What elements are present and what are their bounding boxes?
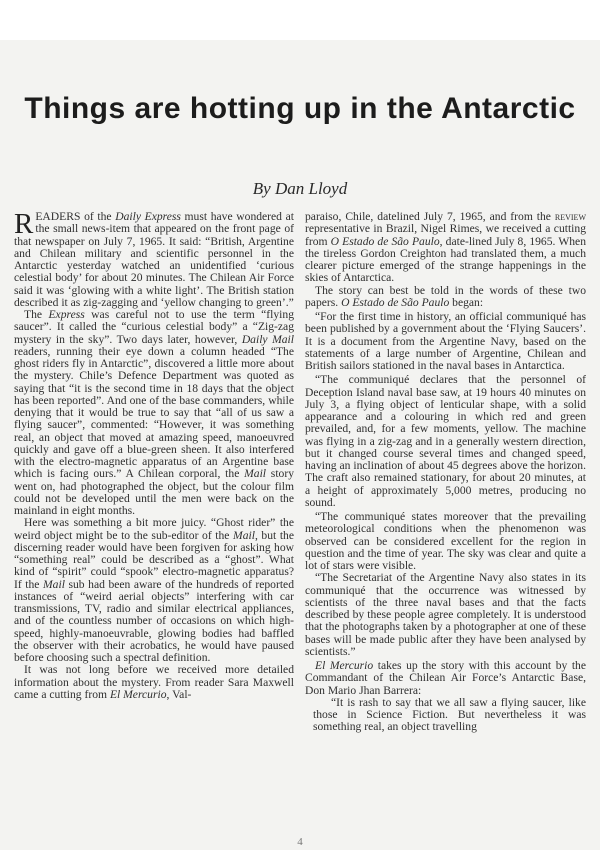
text: sub had been aware of the hundreds of reported instances of “weird aerial objects” interfering with car transmissions, TV, radio and similar electrical appliances, and of the countless number of occasions on which high-speed, highly-manoeuvrable, glowing bodies had baffled the observer with their acrobatics, he would have paused before choosing such a spectral definition. bbox=[14, 577, 294, 664]
publication-name: Mail bbox=[233, 528, 255, 542]
magazine-page bbox=[0, 40, 600, 850]
text: , Val- bbox=[166, 687, 192, 701]
paragraph bbox=[14, 664, 294, 701]
text: EADERS of the bbox=[35, 210, 116, 223]
text: story went on, had photographed the object, but the colour film could not be developed until the men were back on the mainland in eight months. bbox=[14, 467, 294, 517]
text: , date-lined July 8, 1965. When the tireless Gordon Creighton had translated them, a much clearer picture emerged of the strange happenings in the skies of Antarctica. bbox=[305, 234, 586, 285]
article-title: Things are hotting up in the Antarctic bbox=[24, 92, 576, 125]
paragraph bbox=[305, 211, 586, 285]
paragraph bbox=[14, 309, 294, 517]
text: must have wondered at the small news-item that appeared on the front page of that newspaper on July 7, 1965. It said: “British, Argentine and Chilean military and scientific personnel in the Antarctic yesterday watched an unidentified ‘curious celestial body’ for about 20 minutes. The Chilean Air Force said it was ‘glowing with a white light’. The British station described it as zig-zagging and ‘yellow changing to green’.” bbox=[14, 210, 294, 309]
block-quote: “It is rash to say that we all saw a flying saucer, like those in Science Fiction. But nevertheless it was something real, an object travelling bbox=[313, 695, 586, 734]
text: takes up the story with this account by the Commandant of the Chilean Air Force’s Antarctic Base, Don Mario Jhan Barrera: bbox=[305, 659, 586, 697]
text: , but the discerning reader would have been forgiven for asking how “something real” could be described as a “ghost”. What kind of “spirit” could “spook” electro-magnetic apparatus? If the bbox=[14, 528, 294, 591]
publication-name: Express bbox=[48, 308, 85, 321]
text: began: bbox=[449, 295, 484, 309]
text: Here was something a bit more juicy. “Ghost rider” the weird object might be to the sub-editor of the bbox=[14, 516, 294, 542]
drop-cap: R bbox=[14, 208, 34, 240]
publication-name: El Mercurio bbox=[315, 659, 374, 672]
quote-paragraph: “For the first time in history, an official communiqué has been published by a government about the ‘Flying Saucers’. It is a document from the Argentine Navy, based on the statements of a large number of Argentine, Chilean and British sailors stationed in the naval bases in Antarctica. bbox=[305, 310, 586, 372]
publication-name: Mail bbox=[244, 467, 267, 481]
text: The bbox=[24, 308, 49, 321]
publication-name: Daily Mail bbox=[241, 332, 294, 346]
publication-name: El Mercurio bbox=[109, 687, 167, 701]
paragraph bbox=[305, 660, 586, 697]
text: The story can best be told in the words of these two papers. bbox=[305, 283, 586, 309]
text: readers, running their eye down a column headed “The ghost riders fly in Antarctic”, discovered a little more about the mystery. Chile’s Defence Department was quoted as saying that “it is the second time in 18 days that the object has been reported”. And one of the base commanders, while denying that it would be true to say that “all of us saw a flying saucer”, commented: “However, it was something real, an object that moved at amazing speed, manoeuvred quickly and gave off a blue-green sheen. It also interfered with the electro-magnetic apparatus of an Argentine base which is facing ours.” A Chilean corporal, the bbox=[14, 344, 294, 481]
publication-name: Mail bbox=[43, 577, 65, 591]
text: It was not long before we received more detailed information about the mystery. From reader Sara Maxwell came a cutting from bbox=[14, 663, 294, 701]
quote-paragraph: “The communiqué declares that the personnel of Deception Island naval base saw, at 19 hours 40 minutes on July 3, a flying object of lenticular shape, with a solid appearance and a colouring in which red and green prevailed, and, for a few moments, yellow. The machine was flying in a zig-zag and in a generally western direction, but it changed course several times and changed speed, having an inclination of about 45 degrees above the horizon. The craft also remained stationary, for about 20 minutes, at a height of approximately 5,000 metres, producing no sound. bbox=[305, 373, 586, 509]
quote-paragraph: “The communiqué states moreover that the prevailing meteorological conditions when the phenomenon was observed can be considered excellent for the region in question and the time of year. The sky was clear and quite a lot of stars were visible. bbox=[305, 510, 586, 572]
paragraph bbox=[14, 208, 294, 309]
paragraph bbox=[305, 285, 586, 310]
quote-paragraph: “The Secretariat of the Argentine Navy also states in its communiqué that the occurrence was witnessed by scientists of the three naval bases and that the facts described by these people agree completely. It is understood that the photographs taken by a photographer at one of these bases will be made public after they have been analysed by scientists.” bbox=[305, 571, 586, 658]
publication-name: Daily Express bbox=[115, 210, 181, 223]
left-column bbox=[14, 208, 294, 701]
text: representative in Brazil, Nigel Rimes, we received a cutting from bbox=[305, 222, 586, 248]
publication-name: O Estado de São Paulo bbox=[330, 234, 440, 248]
publication-name: O Estado de São Paulo bbox=[341, 295, 450, 309]
right-column bbox=[305, 211, 586, 734]
text: paraiso, Chile, datelined July 7, 1965, and from the bbox=[305, 210, 555, 223]
article-byline: By Dan Lloyd bbox=[252, 179, 348, 198]
magazine-name: review bbox=[554, 210, 586, 223]
page-number: 4 bbox=[297, 836, 303, 848]
paragraph bbox=[14, 517, 294, 664]
text: was careful not to use the term “flying saucer”. It called the “curious celestial body” a “Zig-zag mystery in the sky”. Two days later, however, bbox=[14, 308, 294, 346]
